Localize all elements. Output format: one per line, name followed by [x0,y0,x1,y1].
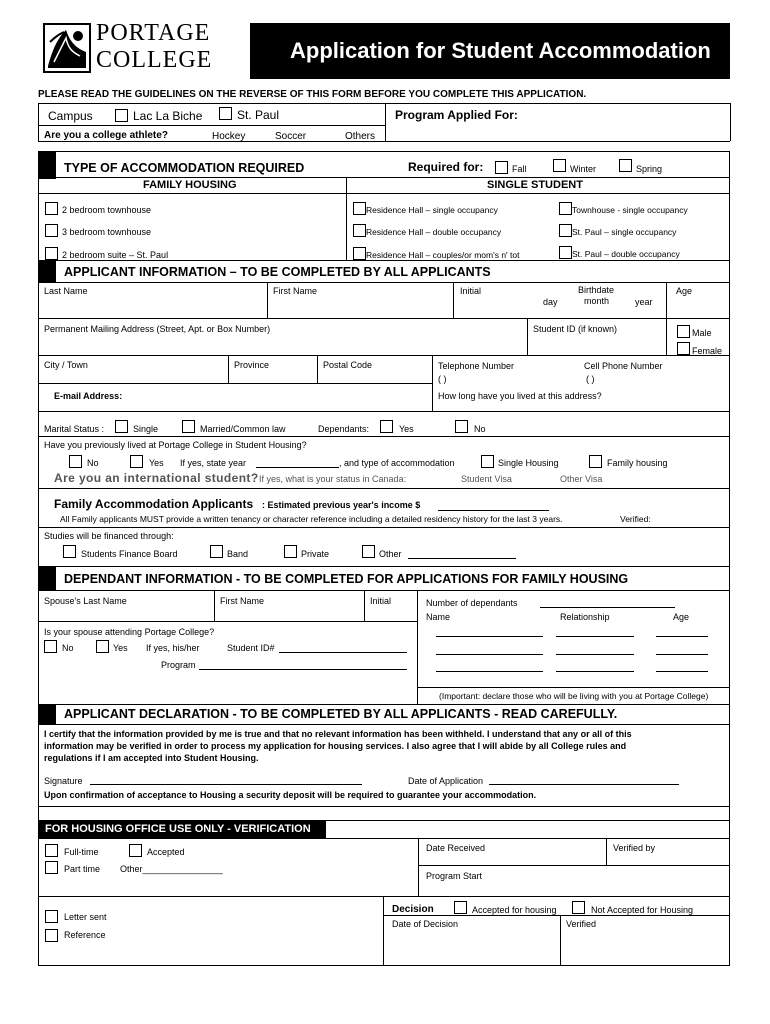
res-single-checkbox[interactable] [353,202,366,215]
num-dependants-line[interactable] [540,607,675,608]
fin-private-label: Private [301,549,330,559]
marital-single-label: Single [133,424,159,434]
spouse-no-checkbox[interactable] [44,640,57,653]
st-paul-single-checkbox[interactable] [559,224,572,237]
fin-band-checkbox[interactable] [210,545,223,558]
spouse-program-label: Program [161,660,196,670]
section-marker-declaration [38,704,56,724]
town-single-checkbox[interactable] [559,202,572,215]
previous-year-label: If yes, state year [180,458,247,468]
fall-checkbox[interactable] [495,161,508,174]
dependants-label: Dependants: [318,424,370,434]
fam-suite-st-paul-checkbox[interactable] [45,247,58,260]
family-applicants-label: Family Accommodation Applicants [54,497,254,511]
deposit-note: Upon confirmation of acceptance to Housing a security deposit will be required to guarantee your accommodation. [44,790,537,800]
dependants-no-checkbox[interactable] [455,420,468,433]
marital-single-checkbox[interactable] [115,420,128,433]
office-accepted-label: Accepted [147,847,185,857]
dependant-2-relationship-line[interactable] [556,654,634,655]
dependants-yes-checkbox[interactable] [380,420,393,433]
fin-private-checkbox[interactable] [284,545,297,558]
fam-suite-st-paul-label: 2 bedroom suite – St. Paul [62,250,169,260]
not-accepted-housing-label: Not Accepted for Housing [591,905,694,915]
letter-sent-checkbox[interactable] [45,910,58,923]
income-label: : Estimated previous year's income $ [262,500,421,510]
logo-text-college: COLLEGE [96,47,213,73]
spouse-first-name-label: First Name [220,596,265,606]
section-marker-accommodation [38,151,56,179]
verified-by-label: Verified by [613,843,656,853]
reference-label: Reference [64,930,106,940]
spouse-no-label: No [62,643,74,653]
dependant-1-age-line[interactable] [656,636,708,637]
email-label: E-mail Address: [54,391,123,401]
dependant-2-name-line[interactable] [436,654,543,655]
prev-family-housing-checkbox[interactable] [589,455,602,468]
num-dependants-label: Number of dependants [426,598,518,608]
office-accepted-checkbox[interactable] [129,844,142,857]
dependant-1-relationship-line[interactable] [556,636,634,637]
program-applied-label: Program Applied For: [395,108,518,122]
spouse-student-id-line[interactable] [279,652,407,653]
status-in-canada-label: If yes, what is your status in Canada: [259,474,407,484]
fall-label: Fall [512,164,527,174]
province-label: Province [234,360,270,370]
date-of-application-line[interactable] [489,784,679,785]
college-logo [42,22,222,74]
accommodation-title: TYPE OF ACCOMMODATION REQUIRED [64,161,305,175]
declaration-title: APPLICANT DECLARATION - TO BE COMPLETED BY ALL APPLICANTS - READ CAREFULLY. [64,707,618,721]
dependant-title: DEPENDANT INFORMATION - TO BE COMPLETED FOR APPLICATIONS FOR FAMILY HOUSING [64,572,629,586]
city-label: City / Town [44,360,88,370]
initial-label: Initial [460,286,482,296]
fam-townhouse-3br-label: 3 bedroom townhouse [62,227,152,237]
not-accepted-housing-checkbox[interactable] [572,901,585,914]
marital-status-label: Marital Status : [44,424,105,434]
res-single-label: Residence Hall – single occupancy [366,205,498,215]
single-student-heading: SINGLE STUDENT [487,179,583,191]
previous-yes-checkbox[interactable] [130,455,143,468]
spouse-if-yes-label: If yes, his/her [146,643,200,653]
birthdate-label: Birthdate [578,285,615,295]
how-long-label: How long have you lived at this address? [438,391,602,401]
program-start-label: Program Start [426,871,483,881]
res-double-checkbox[interactable] [353,224,366,237]
address-label: Permanent Mailing Address (Street, Apt. or Box Number) [44,324,271,334]
last-name-label: Last Name [44,286,88,296]
date-of-application-label: Date of Application [408,776,484,786]
campus-lac-la-biche-checkbox[interactable] [115,109,128,122]
fin-sfb-checkbox[interactable] [63,545,76,558]
athlete-label: Are you a college athlete? [44,130,168,141]
dependant-3-relationship-line[interactable] [556,671,634,672]
date-of-decision-label: Date of Decision [392,919,459,929]
declaration-line-3: regulations if I am accepted into Student Housing. [44,753,259,763]
cell-phone-area[interactable]: ( ) [586,374,595,384]
res-couples-label: Residence Hall – couples/or mom's n' tot [366,250,520,260]
birthdate-month-label: month [584,296,610,306]
birthdate-year-label: year [635,297,653,307]
sport-hockey[interactable]: Hockey [212,131,246,142]
male-label: Male [692,328,712,338]
dependant-1-name-line[interactable] [436,636,543,637]
campus-st-paul-checkbox[interactable] [219,107,232,120]
reference-verified-label: Verified: [620,514,651,524]
fin-other-line[interactable] [408,558,516,559]
date-received-label: Date Received [426,843,486,853]
student-id-label: Student ID (if known) [533,324,618,334]
letter-sent-label: Letter sent [64,912,107,922]
st-paul-double-label: St. Paul – double occupancy [572,249,680,259]
declaration-line-1: I certify that the information provided by me is true and that no relevant information has been withheld. I understand that any or all of this [44,729,632,739]
prev-family-housing-label: Family housing [607,458,668,468]
spouse-last-name-label: Spouse's Last Name [44,596,127,606]
prev-single-housing-checkbox[interactable] [481,455,494,468]
spring-checkbox[interactable] [619,159,632,172]
spouse-initial-label: Initial [370,596,392,606]
logo-emblem-icon [42,22,92,74]
section-marker-dependant [38,566,56,590]
campus-lac-la-biche-label: Lac La Biche [133,109,203,123]
reference-checkbox[interactable] [45,929,58,942]
fin-other-label: Other [379,549,402,559]
office-parttime-label: Part time [64,864,101,874]
age-label: Age [676,286,693,296]
office-fulltime-checkbox[interactable] [45,844,58,857]
signature-line[interactable] [90,784,362,785]
section-marker-applicant [38,260,56,282]
fam-townhouse-2br-label: 2 bedroom townhouse [62,205,152,215]
town-single-label: Townhouse - single occupancy [572,205,688,215]
required-for-label: Required for: [408,160,484,174]
accepted-housing-label: Accepted for housing [472,905,557,915]
spring-label: Spring [636,164,663,174]
winter-checkbox[interactable] [553,159,566,172]
dependant-name-header: Name [426,612,451,622]
applicant-title: APPLICANT INFORMATION – TO BE COMPLETED BY ALL APPLICANTS [64,265,491,279]
birthdate-day-label: day [543,297,558,307]
instructions: PLEASE READ THE GUIDELINES ON THE REVERSE OF THIS FORM BEFORE YOU COMPLETE THIS APPLICATION. [38,89,587,100]
previous-no-checkbox[interactable] [69,455,82,468]
spouse-student-id-label: Student ID# [227,643,275,653]
form-title: Application for Student Accommodation [290,38,711,63]
office-parttime-checkbox[interactable] [45,861,58,874]
spouse-yes-checkbox[interactable] [96,640,109,653]
family-housing-heading: FAMILY HOUSING [143,179,237,191]
dependant-age-header: Age [673,612,690,622]
dependant-3-name-line[interactable] [436,671,543,672]
previous-year-line[interactable] [256,467,339,468]
cell-phone-label: Cell Phone Number [584,361,663,371]
marital-married-label: Married/Common law [200,424,286,434]
female-checkbox[interactable] [677,342,690,355]
telephone-label: Telephone Number [438,361,515,371]
spouse-program-line[interactable] [199,669,407,670]
campus-st-paul-label: St. Paul [237,108,280,122]
office-other-label: Other________________ [120,864,223,874]
female-label: Female [692,346,723,356]
type-of-accommodation-label: , and type of accommodation [339,458,455,468]
fam-townhouse-2br-checkbox[interactable] [45,202,58,215]
previous-yes-label: Yes [149,458,164,468]
dependant-3-age-line[interactable] [656,671,708,672]
other-visa-option[interactable]: Other Visa [560,474,603,484]
winter-label: Winter [570,164,597,174]
campus-label: Campus [48,109,93,123]
telephone-area[interactable]: ( ) [438,374,447,384]
dependant-2-age-line[interactable] [656,654,708,655]
sport-others[interactable]: Others [345,131,376,142]
decision-verified-label: Verified [566,919,597,929]
signature-label: Signature [44,776,83,786]
prev-single-housing-label: Single Housing [498,458,559,468]
postal-code-label: Postal Code [323,360,373,370]
declaration-line-2: information may be verified in order to process my application for housing services. I also agree that I will abide by all College rules and [44,741,627,751]
fin-sfb-label: Students Finance Board [81,549,178,559]
dependants-yes-label: Yes [399,424,414,434]
previously-lived-label: Have you previously lived at Portage College in Student Housing? [44,440,307,450]
marital-married-checkbox[interactable] [182,420,195,433]
logo-text-portage: PORTAGE [96,20,211,46]
student-visa-option[interactable]: Student Visa [461,474,512,484]
first-name-label: First Name [273,286,318,296]
st-paul-double-checkbox[interactable] [559,246,572,259]
fam-townhouse-3br-checkbox[interactable] [45,224,58,237]
res-double-label: Residence Hall – double occupancy [366,227,502,237]
reference-note: All Family applicants MUST provide a written tenancy or character reference including a detailed residency history for the last 3 years. [60,514,563,524]
office-fulltime-label: Full-time [64,847,99,857]
male-checkbox[interactable] [677,325,690,338]
important-note: (Important: declare those who will be living with you at Portage College) [439,691,709,701]
sport-soccer[interactable]: Soccer [275,131,307,142]
previous-no-label: No [87,458,99,468]
res-couples-checkbox[interactable] [353,247,366,260]
spouse-attending-label: Is your spouse attending Portage College? [44,627,215,637]
dependants-no-label: No [474,424,486,434]
international-student-label: Are you an international student? [54,471,259,485]
decision-label: Decision [392,904,434,915]
spouse-yes-label: Yes [113,643,128,653]
financed-label: Studies will be financed through: [44,531,174,541]
st-paul-single-label: St. Paul – single occupancy [572,227,677,237]
dependant-relationship-header: Relationship [560,612,610,622]
office-title: FOR HOUSING OFFICE USE ONLY - VERIFICATION [45,823,311,835]
fin-other-checkbox[interactable] [362,545,375,558]
income-line[interactable] [438,510,549,511]
accepted-housing-checkbox[interactable] [454,901,467,914]
fin-band-label: Band [227,549,249,559]
